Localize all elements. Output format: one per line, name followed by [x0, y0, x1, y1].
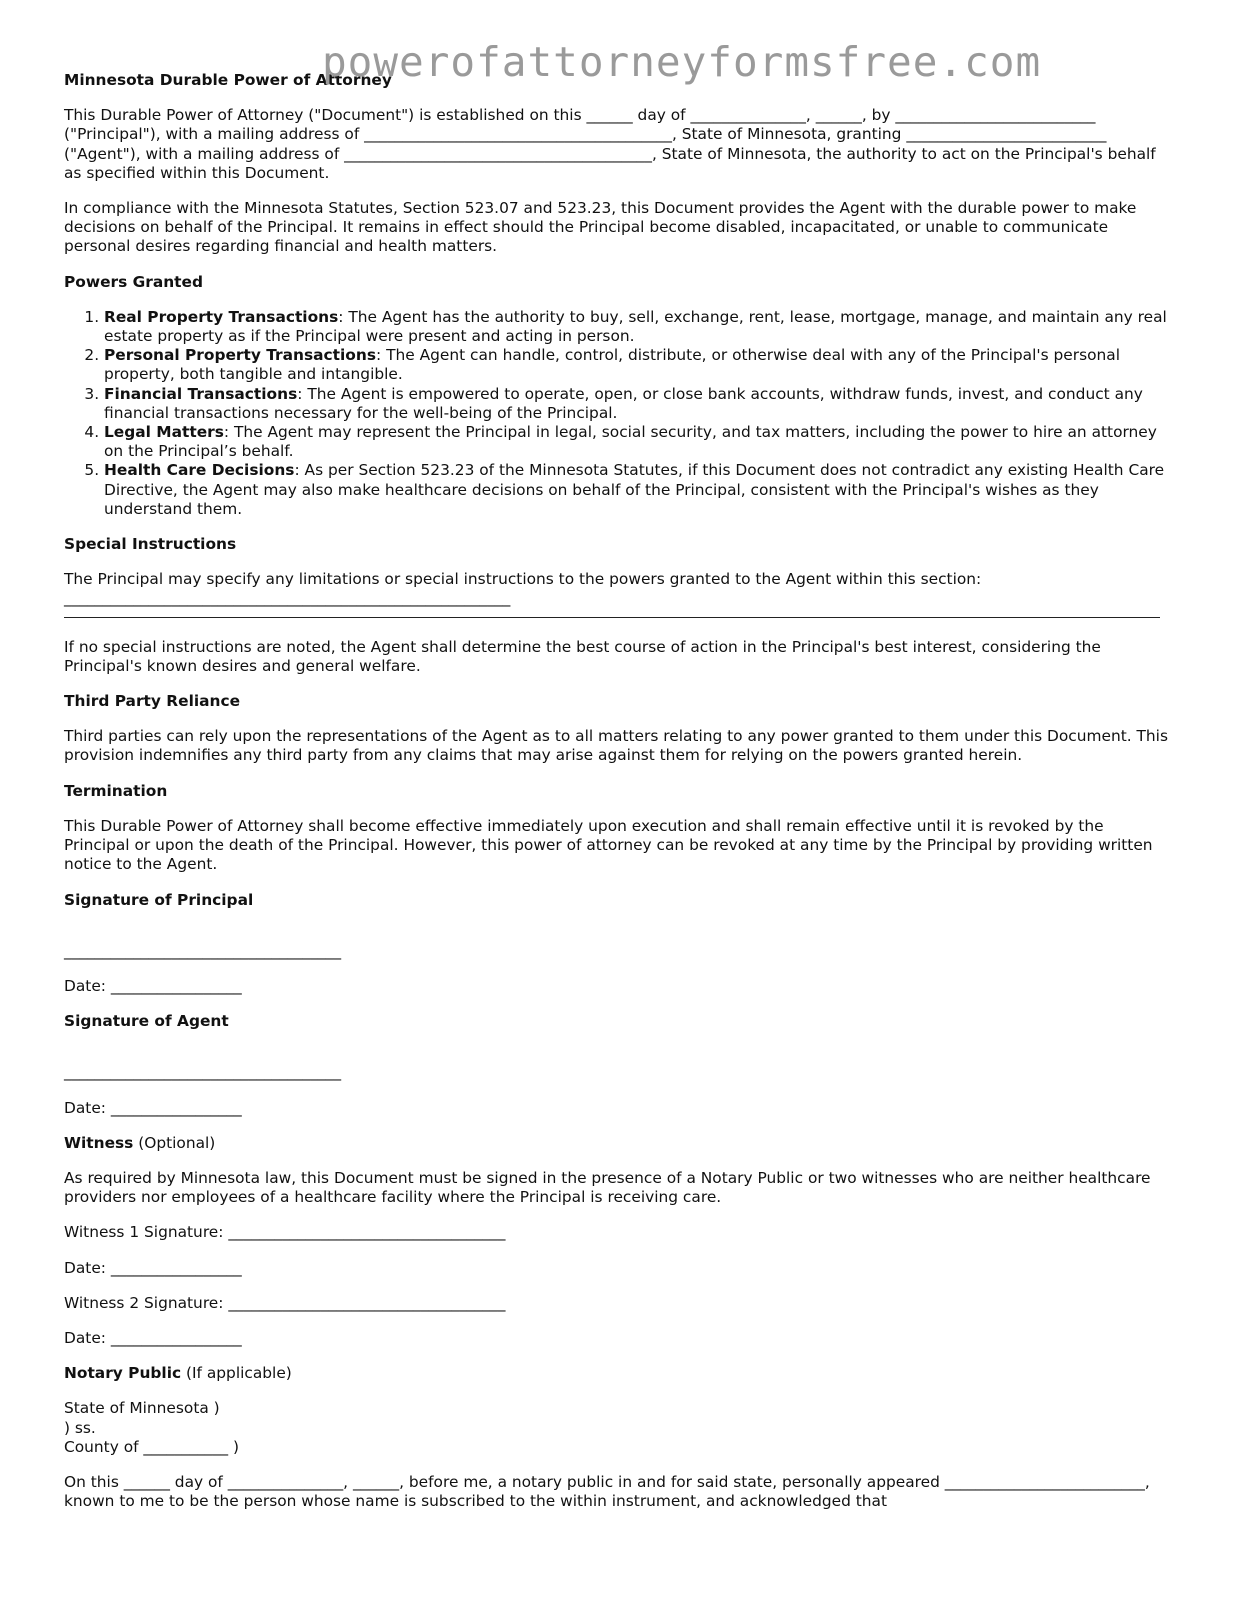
power-item-real-property — [104, 308, 1174, 346]
power-text: : The Agent is empowered to operate, open, or close bank accounts, withdraw funds, invest, and conduct any financial transactions necessary for the well-being of the Principal. — [104, 384, 1143, 422]
witness-2-date-field[interactable]: Date: _________________ — [64, 1328, 242, 1347]
watermark: powerofattorneyformsfree.com — [322, 38, 1042, 86]
agent-signature-heading: Signature of Agent — [64, 1012, 229, 1031]
witness-paragraph: As required by Minnesota law, this Document must be signed in the presence of a Notary Public or two witnesses who are neither healthcare providers nor employees of a healthcare facility where the Principal is receiving care. — [64, 1168, 1151, 1207]
notary-heading-note: (If applicable) — [181, 1364, 292, 1383]
power-item-financial — [104, 385, 1174, 423]
power-text: : As per Section 523.23 of the Minnesota Statutes, if this Document does not contradict any existing Health Care Directive, the Agent may also make healthcare decisions on behalf of the Principal, consistent with the Principal's wishes as they understand them. — [104, 461, 1165, 518]
principal-date-field[interactable]: Date: _________________ — [64, 976, 242, 995]
powers-list — [64, 308, 1174, 519]
power-term: Real Property Transactions — [104, 307, 339, 326]
compliance-paragraph: In compliance with the Minnesota Statutes, Section 523.07 and 523.23, this Document provides the Agent with the durable power to make decisions on behalf of the Principal. It remains in effect should the Principal become disabled, incapacitated, or unable to communicate personal desires regarding financial and health matters. — [64, 199, 1137, 256]
termination-paragraph: This Durable Power of Attorney shall become effective immediately upon execution and shall remain effective until it is revoked by the Principal or upon the death of the Principal. However, this power of attorney can be revoked at any time by the Principal by providing written notice to the Agent. — [64, 816, 1153, 874]
agent-signature-line[interactable]: ____________________________________ — [64, 1063, 342, 1082]
power-term: Health Care Decisions — [104, 461, 295, 480]
power-item-legal — [104, 423, 1174, 461]
witness-1-signature-field[interactable]: Witness 1 Signature: ____________________________________ — [64, 1223, 506, 1242]
notary-venue-ss: ) ss. — [64, 1418, 96, 1437]
special-instructions-text: The Principal may specify any limitations or special instructions to the powers granted to the Agent within this section: — [64, 570, 982, 589]
special-instructions-after: If no special instructions are noted, the Agent shall determine the best course of action in the Principal's best interest, considering the Principal's known desires and general welfare. — [64, 637, 1101, 675]
reliance-paragraph: Third parties can rely upon the representations of the Agent as to all matters relating to any power granted to them under this Document. This provision indemnifies any third party from any claims that may arise against them for relying on the powers granted herein. — [64, 727, 1168, 765]
principal-signature-line[interactable]: ____________________________________ — [64, 941, 342, 960]
power-term: Personal Property Transactions — [104, 346, 376, 365]
document-page — [64, 71, 1174, 1527]
reliance-heading: Third Party Reliance — [64, 692, 241, 711]
special-instructions-heading: Special Instructions — [64, 535, 237, 554]
notary-venue-state: State of Minnesota ) — [64, 1399, 220, 1418]
special-instructions-short-line[interactable]: __________________________________________________________ — [64, 589, 511, 608]
special-instructions-full-line[interactable] — [64, 617, 1160, 618]
witness-heading-note: (Optional) — [133, 1133, 216, 1152]
notary-heading — [64, 1364, 1174, 1383]
intro-paragraph: This Durable Power of Attorney ("Document") is established on this ______ day of _______________, ______, by __________________________ ("Principal"), with a mailing address of ________________________________________, State of Minnesota, granting __________________________ ("Agent"), with a mailing address of ________________________________________, State of Minnesota, the authority to act on the Principal's behalf as specified within this Document. — [64, 106, 1156, 182]
power-term: Financial Transactions — [104, 384, 298, 403]
witness-1-date-field[interactable]: Date: _________________ — [64, 1258, 242, 1277]
notary-venue-county[interactable]: County of ___________ ) — [64, 1437, 239, 1456]
notary-heading-label: Notary Public — [64, 1364, 182, 1383]
document-title: Minnesota Durable Power of Attorney — [64, 71, 392, 89]
termination-heading: Termination — [64, 781, 168, 800]
power-item-personal-property — [104, 346, 1174, 384]
power-term: Legal Matters — [104, 423, 224, 442]
witness-heading — [64, 1134, 1174, 1153]
powers-heading: Powers Granted — [64, 272, 203, 291]
power-text: : The Agent has the authority to buy, sell, exchange, rent, lease, mortgage, manage, and maintain any real estate property as if the Principal were present and acting in person. — [104, 307, 1167, 346]
witness-2-signature-field[interactable]: Witness 2 Signature: ____________________________________ — [64, 1293, 506, 1312]
principal-signature-heading: Signature of Principal — [64, 890, 254, 909]
notary-paragraph: On this ______ day of _______________, ______, before me, a notary public in and for said state, personally appeared __________________________, known to me to be the person whose name is subscribed to the within instrument, and acknowledged that — [64, 1472, 1150, 1511]
power-text: : The Agent can handle, control, distribute, or otherwise deal with any of the Principal's personal property, both tangible and intangible. — [104, 346, 1120, 384]
power-text: : The Agent may represent the Principal in legal, social security, and tax matters, including the power to hire an attorney on the Principal’s behalf. — [104, 423, 1157, 461]
agent-date-field[interactable]: Date: _________________ — [64, 1098, 242, 1117]
power-item-health-care — [104, 461, 1174, 519]
witness-heading-label: Witness — [64, 1133, 134, 1152]
